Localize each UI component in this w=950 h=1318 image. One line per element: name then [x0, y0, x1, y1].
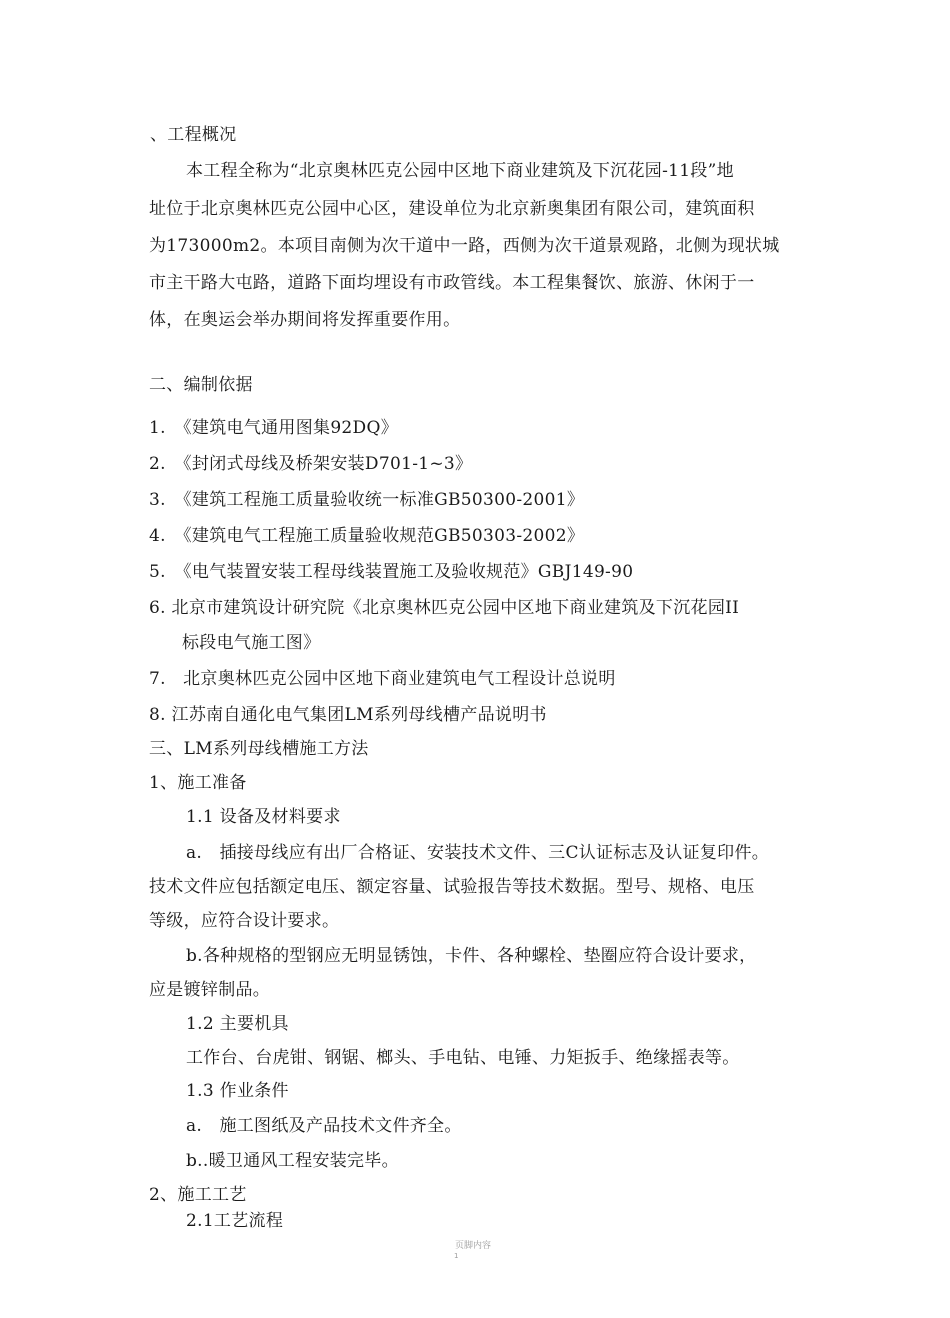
overview-line-4: 市主干路大屯路，道路下面均埋设有市政管线。本工程集餐饮、旅游、休闲于一 — [149, 273, 755, 293]
overview-line-3: 为173000m2。本项目南侧为次干道中一路，西侧为次干道景观路，北侧为现状城 — [149, 236, 780, 256]
item-b-line-2: 应是镀锌制品。 — [149, 980, 271, 1000]
subsection-heading-prep: 1、施工准备 — [149, 773, 247, 793]
item-a-line-2: 技术文件应包括额定电压、额定容量、试验报告等技术数据。型号、规格、电压 — [149, 877, 755, 897]
item-b-line-1: b.各种规格的型钢应无明显锈蚀，卡件、各种螺栓、垫圈应符合设计要求， — [186, 946, 757, 966]
basis-item-1: 1. 《建筑电气通用图集92DQ》 — [149, 418, 399, 438]
page-number: 1 — [454, 1252, 459, 1260]
basis-item-6-cont: 标段电气施工图》 — [182, 633, 321, 653]
basis-item-6: 6. 北京市建筑设计研究院《北京奥林匹克公园中区地下商业建筑及下沉花园II — [149, 598, 740, 618]
basis-item-3: 3. 《建筑工程施工质量验收统一标准GB50300-2001》 — [149, 490, 585, 510]
basis-item-8: 8. 江苏南自通化电气集团LM系列母线槽产品说明书 — [149, 705, 547, 725]
basis-item-4: 4. 《建筑电气工程施工质量验收规范GB50303-2002》 — [149, 526, 585, 546]
basis-item-2: 2. 《封闭式母线及桥架安装D701-1~3》 — [149, 454, 473, 474]
section-heading-method: 三、LM系列母线槽施工方法 — [149, 739, 369, 759]
subsection-1-2: 1.2 主要机具 — [186, 1014, 289, 1034]
basis-item-5: 5. 《电气装置安装工程母线装置施工及验收规范》GBJ149-90 — [149, 562, 634, 582]
condition-a: a. 施工图纸及产品技术文件齐全。 — [186, 1116, 462, 1136]
page-footer: 页脚内容 — [455, 1241, 492, 1251]
condition-b: b..暖卫通风工程安装完毕。 — [186, 1151, 399, 1171]
overview-line-2: 址位于北京奥林匹克公园中心区，建设单位为北京新奥集团有限公司，建筑面积 — [149, 199, 755, 219]
item-a-line-1: a. 插接母线应有出厂合格证、安装技术文件、三C认证标志及认证复印件。 — [186, 843, 770, 863]
subsection-1-3: 1.3 作业条件 — [186, 1081, 289, 1101]
subsection-1-1: 1.1 设备及材料要求 — [186, 807, 341, 827]
overview-line-5: 体，在奥运会举办期间将发挥重要作用。 — [149, 310, 461, 330]
subsection-2-1: 2.1工艺流程 — [186, 1211, 284, 1231]
subsection-heading-process: 2、施工工艺 — [149, 1185, 247, 1205]
basis-item-7: 7. 北京奥林匹克公园中区地下商业建筑电气工程设计总说明 — [149, 669, 616, 689]
overview-line-1: 本工程全称为“北京奥林匹克公园中区地下商业建筑及下沉花园-11段”地 — [186, 161, 734, 181]
section-heading-overview: 、工程概况 — [150, 125, 237, 145]
tools-line: 工作台、台虎钳、钢锯、榔头、手电钻、电锤、力矩扳手、绝缘摇表等。 — [186, 1048, 740, 1068]
section-heading-basis: 二、编制依据 — [149, 375, 253, 395]
item-a-line-3: 等级，应符合设计要求。 — [149, 911, 340, 931]
